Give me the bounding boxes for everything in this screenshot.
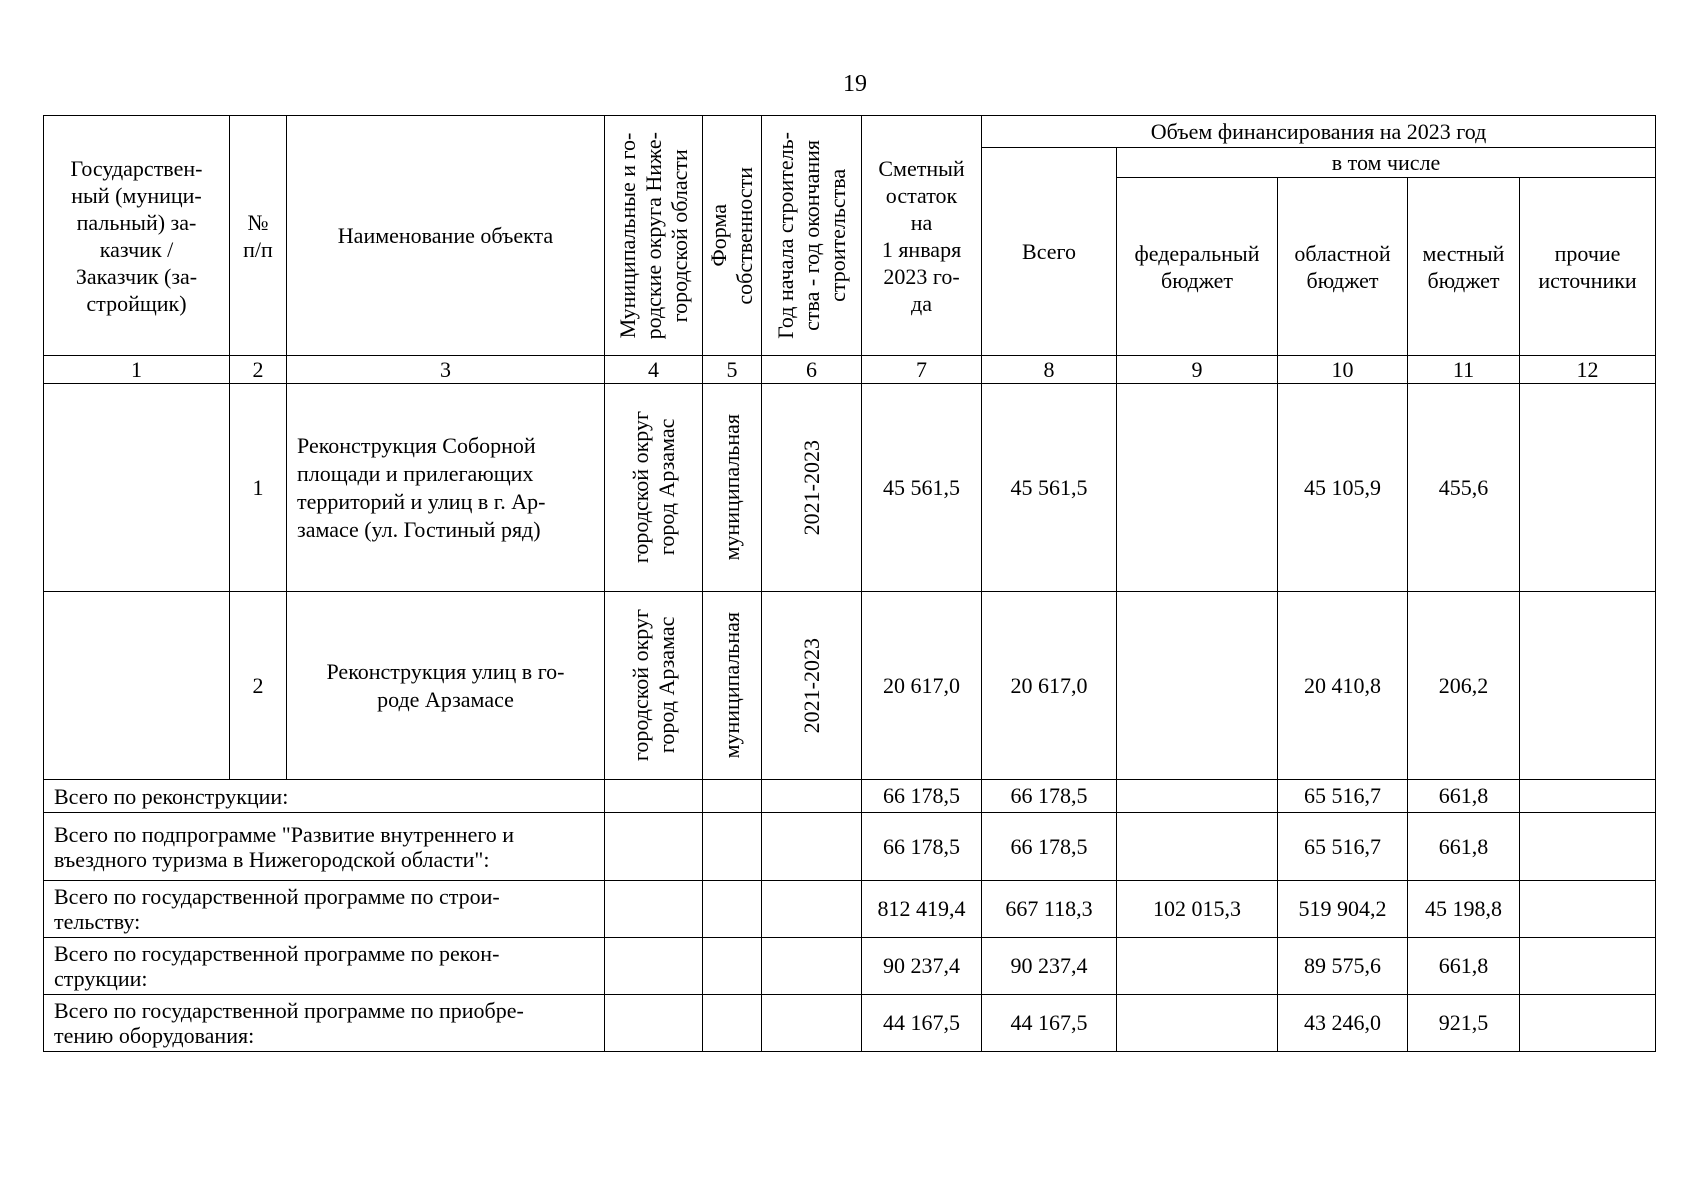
cell-estimate: 45 561,5	[862, 384, 982, 592]
summary-regional: 43 246,0	[1278, 995, 1408, 1052]
summary-empty-cell	[762, 881, 862, 938]
column-number: 10	[1278, 356, 1408, 384]
summary-regional: 519 904,2	[1278, 881, 1408, 938]
summary-federal	[1117, 938, 1278, 995]
summary-empty-cell	[605, 938, 703, 995]
summary-total: 44 167,5	[982, 995, 1117, 1052]
column-number: 4	[605, 356, 703, 384]
cell-estimate: 20 617,0	[862, 592, 982, 780]
summary-empty-cell	[605, 780, 703, 813]
column-number: 5	[703, 356, 762, 384]
column-number: 9	[1117, 356, 1278, 384]
header-ownership: Форма собственности	[703, 116, 762, 356]
header-customer: Государствен- ный (муници- пальный) за- казчик / Заказчик (за- стройщик)	[44, 116, 230, 356]
cell-customer	[44, 384, 230, 592]
summary-empty-cell	[762, 813, 862, 881]
summary-empty-cell	[762, 938, 862, 995]
header-number: № п/п	[230, 116, 287, 356]
column-number: 8	[982, 356, 1117, 384]
summary-federal	[1117, 780, 1278, 813]
cell-regional: 45 105,9	[1278, 384, 1408, 592]
summary-federal: 102 015,3	[1117, 881, 1278, 938]
summary-row	[44, 995, 1656, 1052]
summary-label: Всего по государственной программе по строи- тельству:	[44, 881, 605, 938]
summary-federal	[1117, 995, 1278, 1052]
financing-table	[43, 115, 1656, 1052]
cell-number: 2	[230, 592, 287, 780]
column-numbers-row	[44, 356, 1656, 384]
table-header	[44, 116, 1656, 384]
summary-empty-cell	[703, 780, 762, 813]
table-row	[44, 592, 1656, 780]
summary-total: 66 178,5	[982, 813, 1117, 881]
header-including: в том числе	[1117, 148, 1656, 178]
cell-federal	[1117, 384, 1278, 592]
column-number: 2	[230, 356, 287, 384]
cell-other	[1520, 384, 1656, 592]
summary-empty-cell	[605, 881, 703, 938]
summary-row	[44, 938, 1656, 995]
cell-ownership: муниципальная	[703, 592, 762, 780]
column-number: 3	[287, 356, 605, 384]
column-number: 6	[762, 356, 862, 384]
summary-empty-cell	[703, 813, 762, 881]
summary-other	[1520, 780, 1656, 813]
cell-local: 206,2	[1408, 592, 1520, 780]
summary-row	[44, 780, 1656, 813]
summary-empty-cell	[762, 780, 862, 813]
cell-local: 455,6	[1408, 384, 1520, 592]
cell-object-name: Реконструкция Соборной площади и прилегающих территорий и улиц в г. Ар- замасе (ул. Гостиный ряд)	[287, 384, 605, 592]
cell-total: 45 561,5	[982, 384, 1117, 592]
header-regional: областной бюджет	[1278, 178, 1408, 356]
summary-empty-cell	[703, 938, 762, 995]
summary-label: Всего по реконструкции:	[44, 780, 605, 813]
summary-local: 661,8	[1408, 813, 1520, 881]
summary-label: Всего по государственной программе по приобре- тению оборудования:	[44, 995, 605, 1052]
summary-empty-cell	[605, 995, 703, 1052]
header-federal: федеральный бюджет	[1117, 178, 1278, 356]
header-years: Год начала строитель- ства - год окончания строительства	[762, 116, 862, 356]
summary-row	[44, 881, 1656, 938]
summary-row	[44, 813, 1656, 881]
header-estimate: Сметный остаток на 1 января 2023 го- да	[862, 116, 982, 356]
cell-municipality: городской округ город Арзамас	[605, 384, 703, 592]
column-number: 7	[862, 356, 982, 384]
header-local: местный бюджет	[1408, 178, 1520, 356]
summary-estimate: 90 237,4	[862, 938, 982, 995]
cell-ownership: муниципальная	[703, 384, 762, 592]
summary-estimate: 812 419,4	[862, 881, 982, 938]
summary-empty-cell	[703, 881, 762, 938]
cell-years: 2021-2023	[762, 592, 862, 780]
summary-empty-cell	[762, 995, 862, 1052]
header-object-name: Наименование объекта	[287, 116, 605, 356]
summary-estimate: 66 178,5	[862, 813, 982, 881]
summary-other	[1520, 995, 1656, 1052]
column-number: 12	[1520, 356, 1656, 384]
summary-regional: 65 516,7	[1278, 780, 1408, 813]
summary-label: Всего по государственной программе по рекон- струкции:	[44, 938, 605, 995]
summary-total: 90 237,4	[982, 938, 1117, 995]
summary-regional: 89 575,6	[1278, 938, 1408, 995]
column-number: 1	[44, 356, 230, 384]
column-number: 11	[1408, 356, 1520, 384]
summary-other	[1520, 938, 1656, 995]
summary-local: 921,5	[1408, 995, 1520, 1052]
cell-number: 1	[230, 384, 287, 592]
cell-federal	[1117, 592, 1278, 780]
summary-other	[1520, 813, 1656, 881]
header-financing-title: Объем финансирования на 2023 год	[982, 116, 1656, 148]
summary-total: 66 178,5	[982, 780, 1117, 813]
cell-customer	[44, 592, 230, 780]
summary-local: 45 198,8	[1408, 881, 1520, 938]
header-total: Всего	[982, 148, 1117, 356]
header-other: прочие источники	[1520, 178, 1656, 356]
summary-other	[1520, 881, 1656, 938]
summary-estimate: 44 167,5	[862, 995, 982, 1052]
header-municipality: Муниципальные и го- родские округа Ниже- городской области	[605, 116, 703, 356]
summary-regional: 65 516,7	[1278, 813, 1408, 881]
cell-municipality: городской округ город Арзамас	[605, 592, 703, 780]
summary-empty-cell	[605, 813, 703, 881]
cell-object-name: Реконструкция улиц в го- роде Арзамасе	[287, 592, 605, 780]
cell-other	[1520, 592, 1656, 780]
summary-label: Всего по подпрограмме "Развитие внутреннего и въездного туризма в Нижегородской области":	[44, 813, 605, 881]
cell-total: 20 617,0	[982, 592, 1117, 780]
cell-years: 2021-2023	[762, 384, 862, 592]
table-row	[44, 384, 1656, 592]
summary-federal	[1117, 813, 1278, 881]
summary-empty-cell	[703, 995, 762, 1052]
summary-local: 661,8	[1408, 780, 1520, 813]
summary-total: 667 118,3	[982, 881, 1117, 938]
summary-local: 661,8	[1408, 938, 1520, 995]
cell-regional: 20 410,8	[1278, 592, 1408, 780]
table-body	[44, 384, 1656, 1052]
summary-estimate: 66 178,5	[862, 780, 982, 813]
page-number: 19	[843, 71, 867, 97]
